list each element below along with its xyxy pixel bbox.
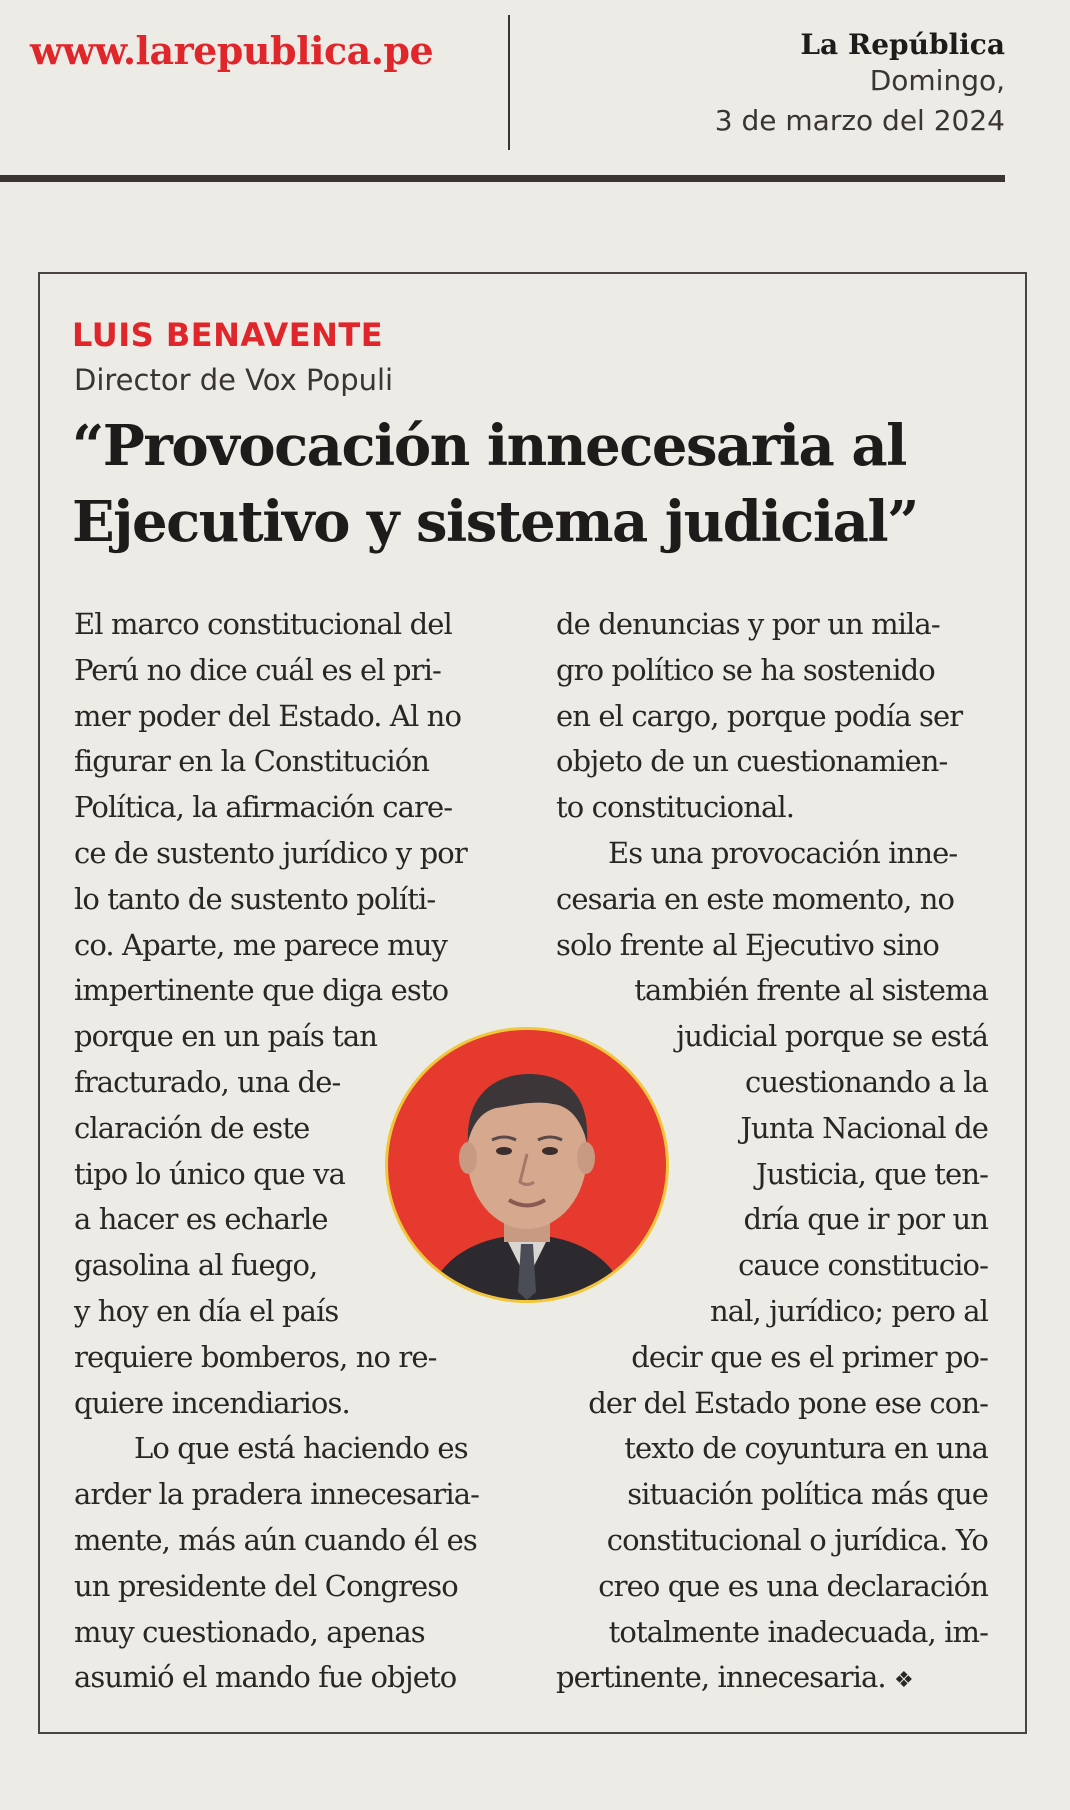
body-line: impertinente que diga esto <box>74 973 449 1008</box>
body-line: totalmente inadecuada, im- <box>608 1614 988 1649</box>
body-line: y hoy en día el país <box>74 1293 339 1328</box>
body-line: Justicia, que ten- <box>755 1156 988 1191</box>
body-line: creo que es una declaración <box>598 1568 988 1603</box>
body-line: a hacer es echarle <box>74 1202 328 1237</box>
body-line: muy cuestionado, apenas <box>74 1614 425 1649</box>
body-line: gasolina al fuego, <box>74 1248 318 1283</box>
author-portrait-illustration <box>388 1030 666 1300</box>
body-line-last <box>556 1655 988 1701</box>
newspaper-name: La República <box>800 28 1005 61</box>
article-headline <box>72 408 1002 560</box>
body-line: Perú no dice cuál es el pri- <box>74 652 441 687</box>
body-line: nal, jurídico; pero al <box>709 1293 988 1328</box>
body-line: también frente al sistema <box>634 973 988 1008</box>
body-line: co. Aparte, me parece muy <box>74 927 447 962</box>
page-header <box>0 0 1070 180</box>
body-line: de denuncias y por un mila- <box>556 607 940 641</box>
body-line: en el cargo, porque podía ser <box>556 698 963 733</box>
author-name: LUIS BENAVENTE <box>72 316 384 354</box>
body-line: decir que es el primer po- <box>631 1339 988 1374</box>
end-of-article-ornament-icon: ❖ <box>894 1668 913 1694</box>
body-line: gro político se ha sostenido <box>556 652 935 687</box>
header-rule <box>0 175 1005 182</box>
author-portrait <box>388 1030 666 1300</box>
body-line: ce de sustento jurídico y por <box>74 835 467 870</box>
body-line: asumió el mando fue objeto <box>74 1660 457 1695</box>
body-line: Política, la afirmación care- <box>74 790 453 825</box>
body-line: dría que ir por un <box>743 1202 988 1237</box>
publication-date: 3 de marzo del 2024 <box>714 104 1005 137</box>
body-line: der del Estado pone ese con- <box>588 1385 988 1420</box>
masthead <box>715 28 1005 141</box>
body-line: cauce constitucio- <box>738 1248 988 1283</box>
author-role: Director de Vox Populi <box>74 363 394 397</box>
body-line: texto de coyuntura en una <box>624 1431 988 1466</box>
site-url: www.larepublica.pe <box>30 28 434 73</box>
publication-day: Domingo, <box>869 64 1005 97</box>
body-line: objeto de un cuestionamien- <box>556 744 948 779</box>
headline-line-2: Ejecutivo y sistema judicial” <box>72 489 918 555</box>
body-line: constitucional o jurídica. Yo <box>606 1522 988 1557</box>
body-line: un presidente del Congreso <box>74 1568 458 1603</box>
body-line: mer poder del Estado. Al no <box>74 698 462 733</box>
headline-line-1: “Provocación innecesaria al <box>72 413 906 479</box>
body-line: quiere incendiarios. <box>74 1385 350 1420</box>
body-line-text: pertinente, innecesaria. <box>556 1660 886 1695</box>
body-line: mente, más aún cuando él es <box>74 1522 477 1557</box>
body-line: solo frente al Ejecutivo sino <box>556 927 939 962</box>
body-line: Lo que está haciendo es <box>134 1431 468 1466</box>
body-line: claración de este <box>74 1110 310 1145</box>
body-line: requiere bomberos, no re- <box>74 1339 437 1374</box>
body-line: figurar en la Constitución <box>74 744 430 779</box>
body-line: situación política más que <box>627 1477 988 1512</box>
body-line: Junta Nacional de <box>740 1110 988 1145</box>
body-line: cuestionando a la <box>744 1064 988 1099</box>
body-line: lo tanto de sustento políti- <box>74 881 436 916</box>
body-line: Es una provocación inne- <box>608 835 958 870</box>
body-line: cesaria en este momento, no <box>556 881 955 916</box>
header-divider <box>508 15 510 150</box>
body-line: judicial porque se está <box>676 1019 988 1054</box>
body-line: tipo lo único que va <box>74 1156 345 1191</box>
body-line: fracturado, una de- <box>74 1064 341 1099</box>
body-line: porque en un país tan <box>74 1019 378 1054</box>
body-line: to constitucional. <box>556 790 795 825</box>
body-line: arder la pradera innecesaria- <box>74 1477 480 1512</box>
body-line: El marco constitucional del <box>74 607 452 641</box>
